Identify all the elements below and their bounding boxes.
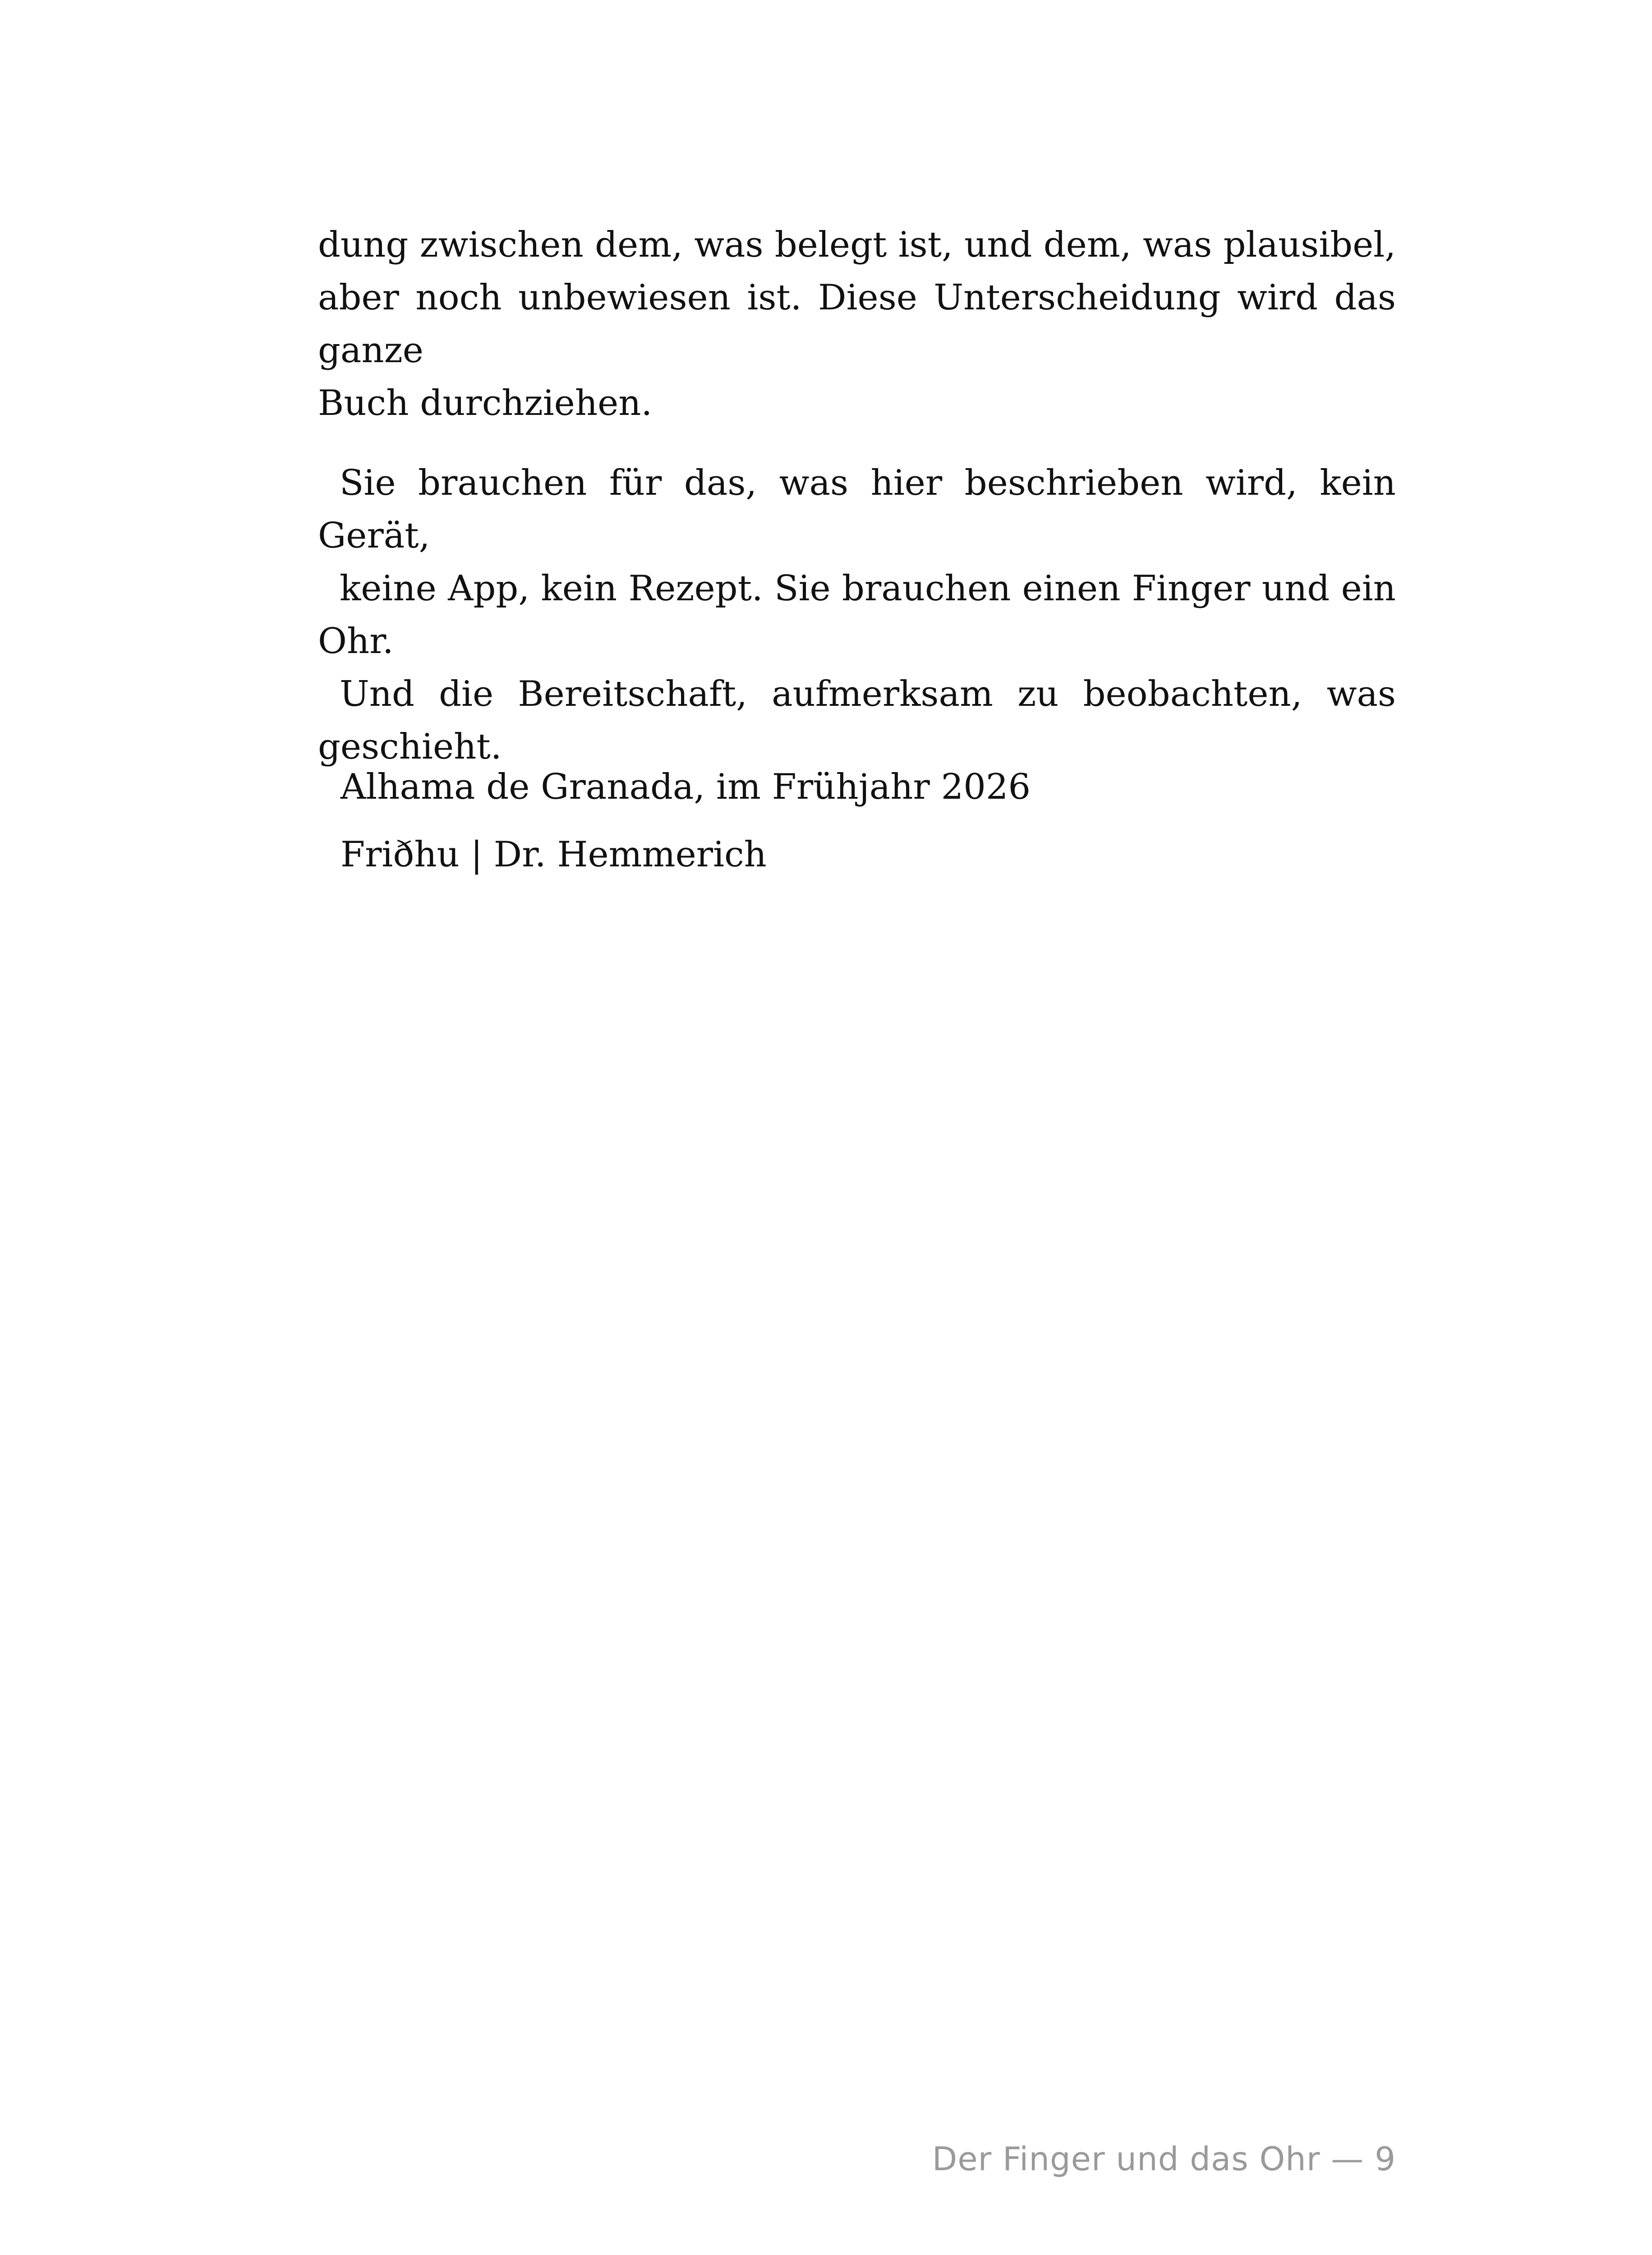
signature-author: Friðhu | Dr. Hemmerich	[341, 834, 767, 875]
paragraph-line: aber noch unbewiesen ist. Diese Unterscheidung wird das ganze	[318, 277, 1396, 371]
paragraph-line: Buch durchziehen.	[318, 383, 653, 423]
signature-place-date: Alhama de Granada, im Frühjahr 2026	[341, 767, 1031, 807]
paragraph-line: keine App, kein Rezept. Sie brauchen einen Finger und ein Ohr.	[318, 568, 1396, 662]
paragraph-line: Und die Bereitschaft, aufmerksam zu beobachten, was geschieht.	[318, 674, 1396, 767]
paragraph-line: Sie brauchen für das, was hier beschrieben wird, kein Gerät,	[318, 463, 1396, 556]
body-paragraph-2	[318, 457, 1396, 773]
paragraph-line: dung zwischen dem, was belegt ist, und dem, was plausibel,	[318, 225, 1396, 265]
running-footer: Der Finger und das Ohr — 9	[932, 2140, 1396, 2178]
body-paragraph-1	[318, 219, 1396, 430]
